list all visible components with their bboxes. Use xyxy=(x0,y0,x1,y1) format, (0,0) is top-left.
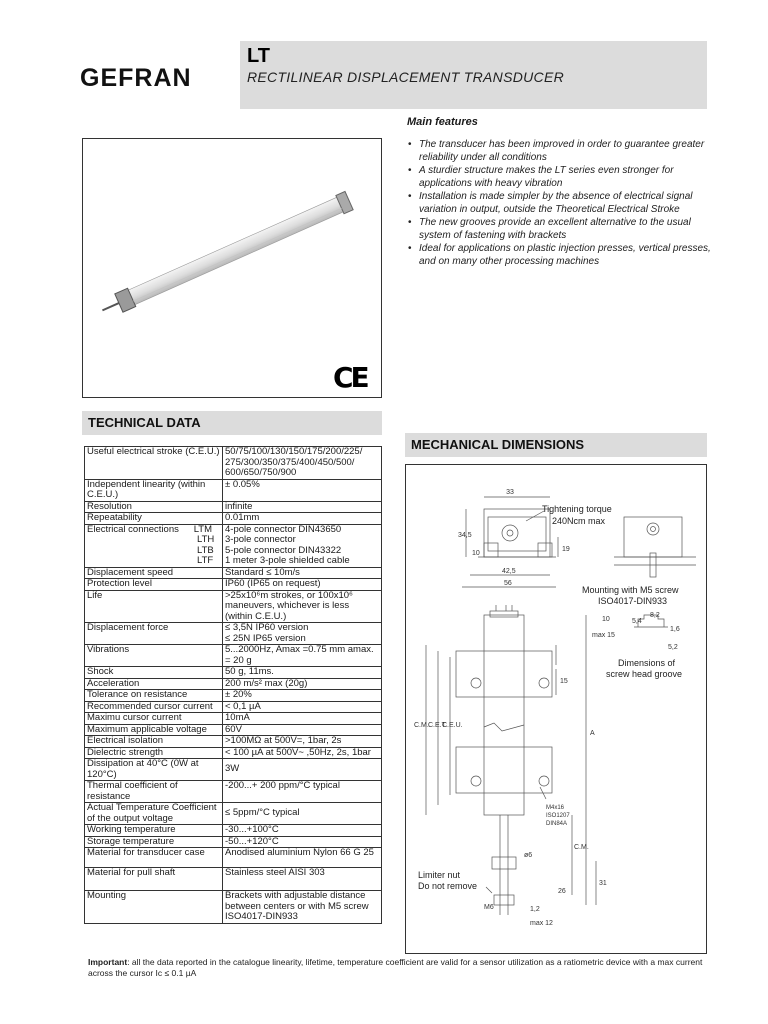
table-row xyxy=(85,825,382,837)
spec-value: 50 g, 11ms. xyxy=(223,667,382,679)
spec-value: Anodised aluminium Nylon 66 G 25 xyxy=(223,848,382,868)
dim-31: 31 xyxy=(599,880,607,887)
connection-desc: 3-pole connector xyxy=(225,534,296,545)
technical-data-table xyxy=(84,446,382,924)
spec-value: Standard ≤ 10m/s xyxy=(223,567,382,579)
spec-key: Independent linearity (within C.E.U.) xyxy=(85,479,223,501)
spec-value: < 100 µA at 500V~ ,50Hz, 2s, 1bar xyxy=(223,747,382,759)
torque-label-1: Tightening torque xyxy=(542,504,612,514)
spec-key: Life xyxy=(85,590,223,623)
table-row xyxy=(85,667,382,679)
feature-item: • A sturdier structure makes the LT series even stronger for applications with heavy vibration xyxy=(404,164,714,190)
note-bold: Important xyxy=(88,957,128,967)
dim-56: 56 xyxy=(504,580,512,587)
screw-label-3: DIN84A xyxy=(546,821,568,827)
table-row xyxy=(85,836,382,848)
limiter-label-2: Do not remove xyxy=(418,881,478,891)
table-row xyxy=(85,678,382,690)
spec-key: Protection level xyxy=(85,579,223,591)
spec-key: Recommended cursor current xyxy=(85,701,223,713)
important-note xyxy=(88,957,708,979)
mechanical-drawing xyxy=(405,464,707,954)
table-row xyxy=(85,781,382,803)
table-row xyxy=(85,803,382,825)
note-text: : all the data reported in the catalogue linearity, lifetime, temperature coefficient are valid for a sensor utilization as a ratiometric device with a max current across the cursor Ic ≤ 0.1 µA xyxy=(88,957,703,978)
transducer-image xyxy=(83,139,381,397)
connection-desc: 4-pole connector DIN43650 xyxy=(225,523,342,535)
table-row xyxy=(85,524,382,567)
dim-cm-2: C.M. xyxy=(574,844,589,851)
spec-value: IP60 (IP65 on request) xyxy=(223,579,382,591)
spec-value: infinite xyxy=(223,501,382,513)
spec-key xyxy=(85,524,223,567)
spec-key: Resolution xyxy=(85,501,223,513)
mounting-label-2: ISO4017-DIN933 xyxy=(598,596,668,606)
table-row xyxy=(85,513,382,525)
table-row xyxy=(85,747,382,759)
dim-42-5: 42,5 xyxy=(502,568,516,575)
spec-key: Material for pull shaft xyxy=(85,868,223,891)
screw-label-2: ISO1207 xyxy=(546,813,570,819)
force-value: ≤ 3,5N IP60 version xyxy=(225,622,309,633)
spec-value: 3W xyxy=(223,759,382,781)
title-box xyxy=(240,41,707,109)
spec-value xyxy=(223,524,382,567)
table-row xyxy=(85,567,382,579)
table-row xyxy=(85,623,382,645)
connection-desc: 1 meter 3-pole shielded cable xyxy=(225,555,350,566)
features-title: Main features xyxy=(407,116,478,128)
spec-key: Electrical isolation xyxy=(85,736,223,748)
spec-value: >100MΩ at 500V=, 1bar, 2s xyxy=(223,736,382,748)
dim-26: 26 xyxy=(558,888,566,895)
spec-value: ≤ 5ppm/°C typical xyxy=(223,803,382,825)
connection-desc: 5-pole connector DIN43322 xyxy=(225,544,342,556)
feature-item: • The transducer has been improved in order to guarantee greater reliability under all conditions xyxy=(404,138,714,164)
table-row xyxy=(85,690,382,702)
main-features xyxy=(404,116,714,268)
dim-1-2: 1,2 xyxy=(530,906,540,913)
spec-value: -200...+ 200 ppm/°C typical xyxy=(223,781,382,803)
table-row xyxy=(85,701,382,713)
table-row xyxy=(85,759,382,781)
table-row xyxy=(85,447,382,480)
table-row xyxy=(85,848,382,868)
dim-max15: max 15 xyxy=(592,632,615,639)
spec-value: 5...2000Hz, Amax =0.75 mm amax. = 20 g xyxy=(223,645,382,667)
spec-value: -50...+120°C xyxy=(223,836,382,848)
dim-ceu: C.E.U. xyxy=(442,722,463,729)
dim-cm: C.M. xyxy=(414,722,429,729)
spec-value: < 0,1 µA xyxy=(223,701,382,713)
dim-10b: 10 xyxy=(602,616,610,623)
dim-15: 15 xyxy=(560,678,568,685)
table-row xyxy=(85,891,382,924)
spec-key: Dielectric strength xyxy=(85,747,223,759)
spec-value: >25x10⁶m strokes, or 100x10⁶ maneuvers, whichever is less (within C.E.U.) xyxy=(223,590,382,623)
connection-type: LTH xyxy=(197,534,215,545)
table-row xyxy=(85,579,382,591)
feature-item: • The new grooves provide an excellent alternative to the usual system of fastening with brackets xyxy=(404,216,714,242)
dim-d6: ø6 xyxy=(524,852,533,859)
spec-key: Working temperature xyxy=(85,825,223,837)
spec-value: ± 0.05% xyxy=(223,479,382,501)
table-row xyxy=(85,479,382,501)
dim-19: 19 xyxy=(562,546,570,553)
spec-key: Material for transducer case xyxy=(85,848,223,868)
dimension-drawing xyxy=(406,465,706,953)
spec-value: 50/75/100/130/150/175/200/225/ 275/300/350/375/400/450/500/ 600/650/750/900 xyxy=(223,447,382,480)
dim-8-2: 8,2 xyxy=(650,612,660,619)
features-list xyxy=(404,138,714,268)
dim-5-4: 5,4 xyxy=(632,618,642,625)
table-row xyxy=(85,713,382,725)
spec-value: Stainless steel AISI 303 xyxy=(223,868,382,891)
torque-label-2: 240Ncm max xyxy=(552,516,606,526)
gefran-logo: GEFRAN xyxy=(80,64,192,92)
spec-value xyxy=(223,623,382,645)
product-code: LT xyxy=(247,45,270,67)
spec-value: 10mA xyxy=(223,713,382,725)
table-row xyxy=(85,724,382,736)
connection-type: LTF xyxy=(197,555,214,566)
spec-key: Dissipation at 40°C (0W at 120°C) xyxy=(85,759,223,781)
spec-value: 60V xyxy=(223,724,382,736)
spec-key: Tolerance on resistance xyxy=(85,690,223,702)
spec-key-label: Electrical connections xyxy=(87,523,179,535)
screw-label-1: M4x16 xyxy=(546,805,565,811)
table-row xyxy=(85,590,382,623)
spec-key: Repeatability xyxy=(85,513,223,525)
technical-data-header: TECHNICAL DATA xyxy=(82,411,382,435)
spec-key: Acceleration xyxy=(85,678,223,690)
spec-key: Storage temperature xyxy=(85,836,223,848)
force-value: ≤ 25N IP65 version xyxy=(225,632,306,644)
spec-key: Useful electrical stroke (C.E.U.) xyxy=(85,447,223,480)
spec-key: Shock xyxy=(85,667,223,679)
dim-cet: C.E.T. xyxy=(428,722,448,729)
spec-key: Maximu cursor current xyxy=(85,713,223,725)
spec-value: Brackets with adjustable distance between centers or with M5 screw ISO4017-DIN933 xyxy=(223,891,382,924)
dim-10: 10 xyxy=(472,550,480,557)
feature-item: • Ideal for applications on plastic injection presses, vertical presses, and on many other processing machines xyxy=(404,242,714,268)
dim-33: 33 xyxy=(506,489,514,496)
spec-key: Maximum applicable voltage xyxy=(85,724,223,736)
dim-m6: M6 xyxy=(484,904,494,911)
connection-type: LTB xyxy=(197,544,214,556)
table-row xyxy=(85,501,382,513)
spec-key: Displacement speed xyxy=(85,567,223,579)
mounting-label-1: Mounting with M5 screw xyxy=(582,585,679,595)
product-subtitle: RECTILINEAR DISPLACEMENT TRANSDUCER xyxy=(247,69,564,85)
spec-key: Actual Temperature Coefficient of the output voltage xyxy=(85,803,223,825)
dim-5-2: 5,2 xyxy=(668,644,678,651)
spec-key: Mounting xyxy=(85,891,223,924)
spec-value: -30...+100°C xyxy=(223,825,382,837)
connection-type: LTM xyxy=(193,523,212,535)
table-row xyxy=(85,868,382,891)
product-photo xyxy=(82,138,382,398)
table-row xyxy=(85,736,382,748)
mechanical-dimensions-header: MECHANICAL DIMENSIONS xyxy=(405,433,707,457)
dim-max12: max 12 xyxy=(530,920,553,927)
dim-34-5: 34,5 xyxy=(458,532,472,539)
groove-label-1: Dimensions of xyxy=(618,658,676,668)
spec-key: Thermal coefficient of resistance xyxy=(85,781,223,803)
spec-key: Vibrations xyxy=(85,645,223,667)
spec-key: Displacement force xyxy=(85,623,223,645)
limiter-label-1: Limiter nut xyxy=(418,870,461,880)
groove-label-2: screw head groove xyxy=(606,669,683,679)
spec-value: ± 20% xyxy=(223,690,382,702)
table-row xyxy=(85,645,382,667)
dim-1-6: 1,6 xyxy=(670,626,680,633)
dim-a: A xyxy=(590,730,595,737)
spec-value: 200 m/s² max (20g) xyxy=(223,678,382,690)
feature-item: • Installation is made simpler by the absence of electrical signal variation in output, outside the Theoretical Electrical Stroke xyxy=(404,190,714,216)
spec-value: 0.01mm xyxy=(223,513,382,525)
ce-mark: CE xyxy=(333,361,367,394)
